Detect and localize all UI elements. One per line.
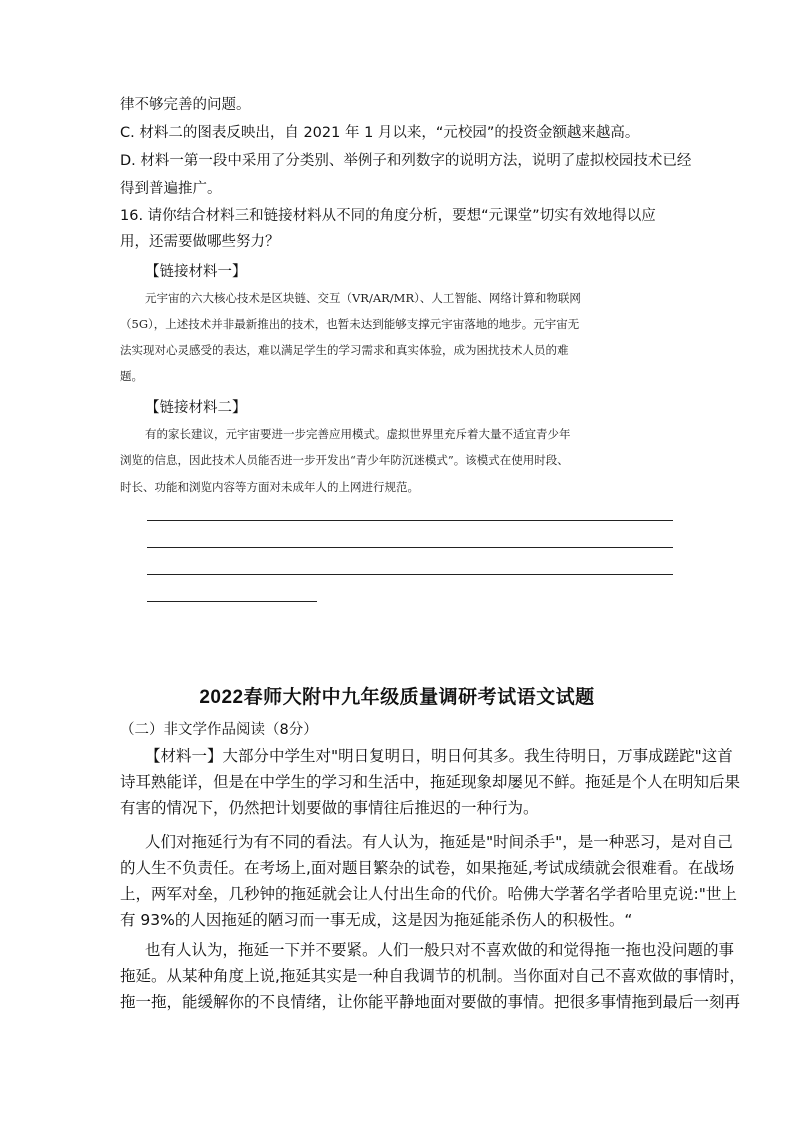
paragraph-line: 的人生不负责任。在考场上,面对题目繁杂的试卷，如果拖延,考试成绩就会很难看。在战场 [120, 859, 735, 877]
text-line: 得到普遍推广。 [120, 181, 222, 197]
link-material-1-line: 法实现对心灵感受的表达，难以满足学生的学习需求和真实体验，成为困扰技术人员的难 [120, 343, 569, 357]
paragraph-line: 有害的情况下，仍然把计划要做的事情往后推迟的一种行为。 [120, 799, 539, 817]
exam-title: 2022春师大附中九年级质量调研考试语文试题 [199, 687, 595, 708]
paragraph-line: 也有人认为，拖延一下并不要紧。人们一般只对不喜欢做的和觉得拖一拖也没问题的事 [145, 941, 735, 959]
link-material-1-line: （5G），上述技术并非最新推出的技术，也暂未达到能够支撑元宇宙落地的地步。元宇宙无 [120, 317, 580, 331]
answer-line[interactable] [147, 520, 673, 521]
option-c: C. 材料二的图表反映出，自 2021 年 1 月以来，“元校园”的投资金额越来越高。 [120, 125, 640, 141]
link-material-1-line: 元宇宙的六大核心技术是区块链、交互（VR/AR/MR）、人工智能、网络计算和物联网 [145, 291, 581, 305]
answer-line[interactable] [147, 574, 673, 575]
paragraph-line: 上，两军对垒，几秒钟的拖延就会让人付出生命的代价。哈佛大学著名学者哈里克说:"世上 [120, 885, 737, 903]
question-16: 16. 请你结合材料三和链接材料从不同的角度分析，要想“元课堂”切实有效地得以应 [120, 208, 656, 224]
paragraph-line: 拖一拖，能缓解你的不良情绪，让你能平静地面对要做的事情。把很多事情拖到最后一刻再 [120, 993, 741, 1011]
paragraph-line: 【材料一】大部分中学生对"明日复明日，明日何其多。我生待明日，万事成蹉跎"这首 [145, 747, 733, 765]
link-material-2-line: 有的家长建议，元宇宙要进一步完善应用模式。虚拟世界里充斥着大量不适宜青少年 [145, 427, 571, 441]
link-material-1-heading: 【链接材料一】 [145, 264, 247, 280]
answer-line[interactable] [147, 601, 317, 602]
text-line: 用，还需要做哪些努力？ [120, 234, 280, 250]
section-heading: （二）非文学作品阅读（8分） [120, 722, 318, 738]
link-material-2-line: 浏览的信息，因此技术人员能否进一步开发出“青少年防沉迷模式”。该模式在使用时段、 [120, 453, 569, 467]
paragraph-line: 有 93%的人因拖延的陋习而一事无成，这是因为拖延能杀伤人的积极性。“ [120, 911, 633, 929]
paragraph-line: 拖延。从某种角度上说,拖延其实是一种自我调节的机制。当你面对自己不喜欢做的事情时， [120, 967, 745, 985]
paragraph-line: 人们对拖延行为有不同的看法。有人认为，拖延是"时间杀手"，是一种恶习，是对自己 [145, 833, 733, 851]
answer-line[interactable] [147, 547, 673, 548]
option-d: D. 材料一第一段中采用了分类别、举例子和列数字的说明方法，说明了虚拟校园技术已经 [120, 153, 692, 169]
link-material-1-line: 题。 [120, 369, 143, 383]
link-material-2-heading: 【链接材料二】 [145, 400, 247, 416]
paragraph-line: 诗耳熟能详，但是在中学生的学习和生活中，拖延现象却屡见不鲜。拖延是个人在明知后果 [120, 773, 741, 791]
text-line: 律不够完善的问题。 [120, 97, 251, 113]
link-material-2-line: 时长、功能和浏览内容等方面对未成年人的上网进行规范。 [120, 480, 419, 494]
